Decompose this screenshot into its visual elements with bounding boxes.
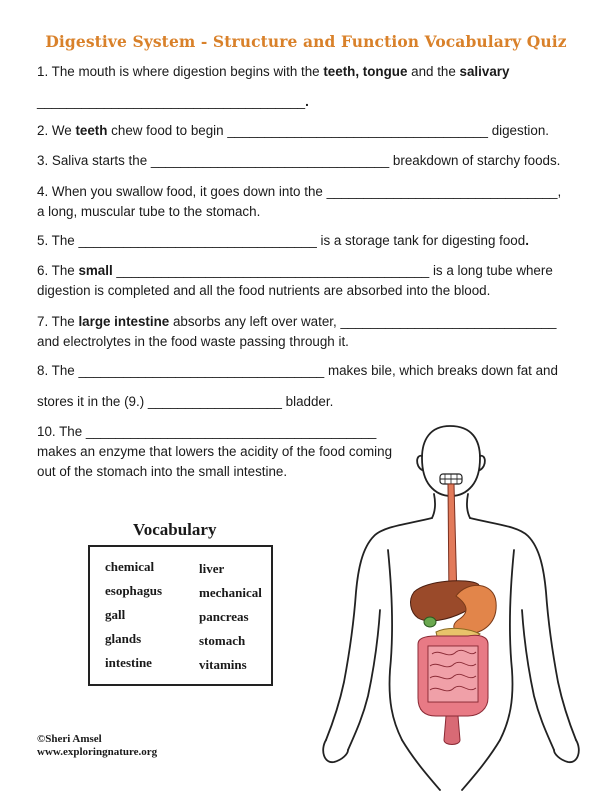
q7-line-2: and electrolytes in the food waste passing through it. [37,334,349,349]
question-3 [37,151,560,171]
q7-bold: large intestine [78,314,170,329]
q10-answer-blank[interactable]: _______________________________________ [85,424,377,439]
question-8 [37,361,558,381]
vocab-word: intestine [105,655,152,670]
vocab-word: gall [105,607,126,622]
question-1 [37,62,509,82]
q10-text: 10. The [37,424,86,439]
q4-text: 4. When you swallow food, it goes down into the [37,184,327,199]
q1-answer-blank[interactable]: ____________________________________ [37,94,306,109]
vocab-word: vitamins [199,657,247,672]
q5-answer-blank[interactable]: ________________________________ [78,233,317,248]
q2-bold: teeth [75,123,108,138]
gall-bladder [424,617,436,627]
page-title: Digestive System - Structure and Function Vocabulary Quiz [45,32,567,51]
q9-answer-blank[interactable]: __________________ [147,394,282,409]
q10-line-3: out of the stomach into the small intestine. [37,464,288,479]
vocabulary-heading: Vocabulary [133,520,217,539]
q10-line-2: makes an enzyme that lowers the acidity of the food coming [37,444,393,459]
q1-text: 1. The mouth is where digestion begins with the [37,64,324,79]
q9-text: stores it in the (9.) [37,394,148,409]
vocab-word: glands [105,631,142,646]
q8-text-2: makes bile, which breaks down fat and [324,363,558,378]
website-credit: www.exploringnature.org [37,746,158,758]
vocab-word: stomach [199,633,246,648]
q2-text-2: chew food to begin [107,123,228,138]
q7-answer-blank[interactable]: _____________________________ [340,314,557,329]
q2-text: 2. We [37,123,76,138]
vocab-word: pancreas [199,609,249,624]
q1-bold-2: salivary [459,64,510,79]
q8-answer-blank[interactable]: _________________________________ [78,363,325,378]
q4-line-2: a long, muscular tube to the stomach. [37,204,261,219]
question-9 [37,392,333,412]
q4-end: , [557,184,562,199]
small-intestine [428,646,478,702]
q8-text: 8. The [37,363,79,378]
q7-text: 7. The [37,314,79,329]
author-credit: ©Sheri Amsel [37,733,102,745]
question-4 [37,182,561,222]
q2-end: digestion. [487,123,550,138]
q5-text-2: is a storage tank for digesting food [316,233,526,248]
question-7 [37,312,556,352]
vocab-word: esophagus [105,583,163,598]
vocab-word: chemical [105,559,155,574]
digestive-system-illustration [318,420,588,792]
q9-end: bladder. [281,394,334,409]
q5-period: . [525,233,529,248]
q6-bold: small [78,263,113,278]
vocab-word: liver [199,561,225,576]
q4-answer-blank[interactable]: _______________________________ [326,184,558,199]
question-6 [37,261,553,301]
q6-text-2: is a long tube where [429,263,553,278]
rectum [444,716,460,745]
question-1-line-2 [37,92,309,112]
q6-line-2: digestion is completed and all the food nutrients are absorbed into the blood. [37,283,491,298]
vocab-word: mechanical [199,585,262,600]
mouth-teeth [440,474,462,484]
q1-bold-1: teeth, tongue [323,64,408,79]
question-2 [37,121,549,141]
q3-answer-blank[interactable]: ________________________________ [150,153,390,168]
q3-text: 3. Saliva starts the [37,153,151,168]
q3-end: breakdown of starchy foods. [389,153,561,168]
q7-text-2: absorbs any left over water, [169,314,341,329]
q5-text: 5. The [37,233,79,248]
q1-period: . [305,94,309,109]
q2-answer-blank[interactable]: ___________________________________ [227,123,488,138]
q6-text: 6. The [37,263,79,278]
q1-text-2: and the [407,64,460,79]
question-5 [37,231,529,251]
q6-answer-blank[interactable]: __________________________________________ [112,263,430,278]
